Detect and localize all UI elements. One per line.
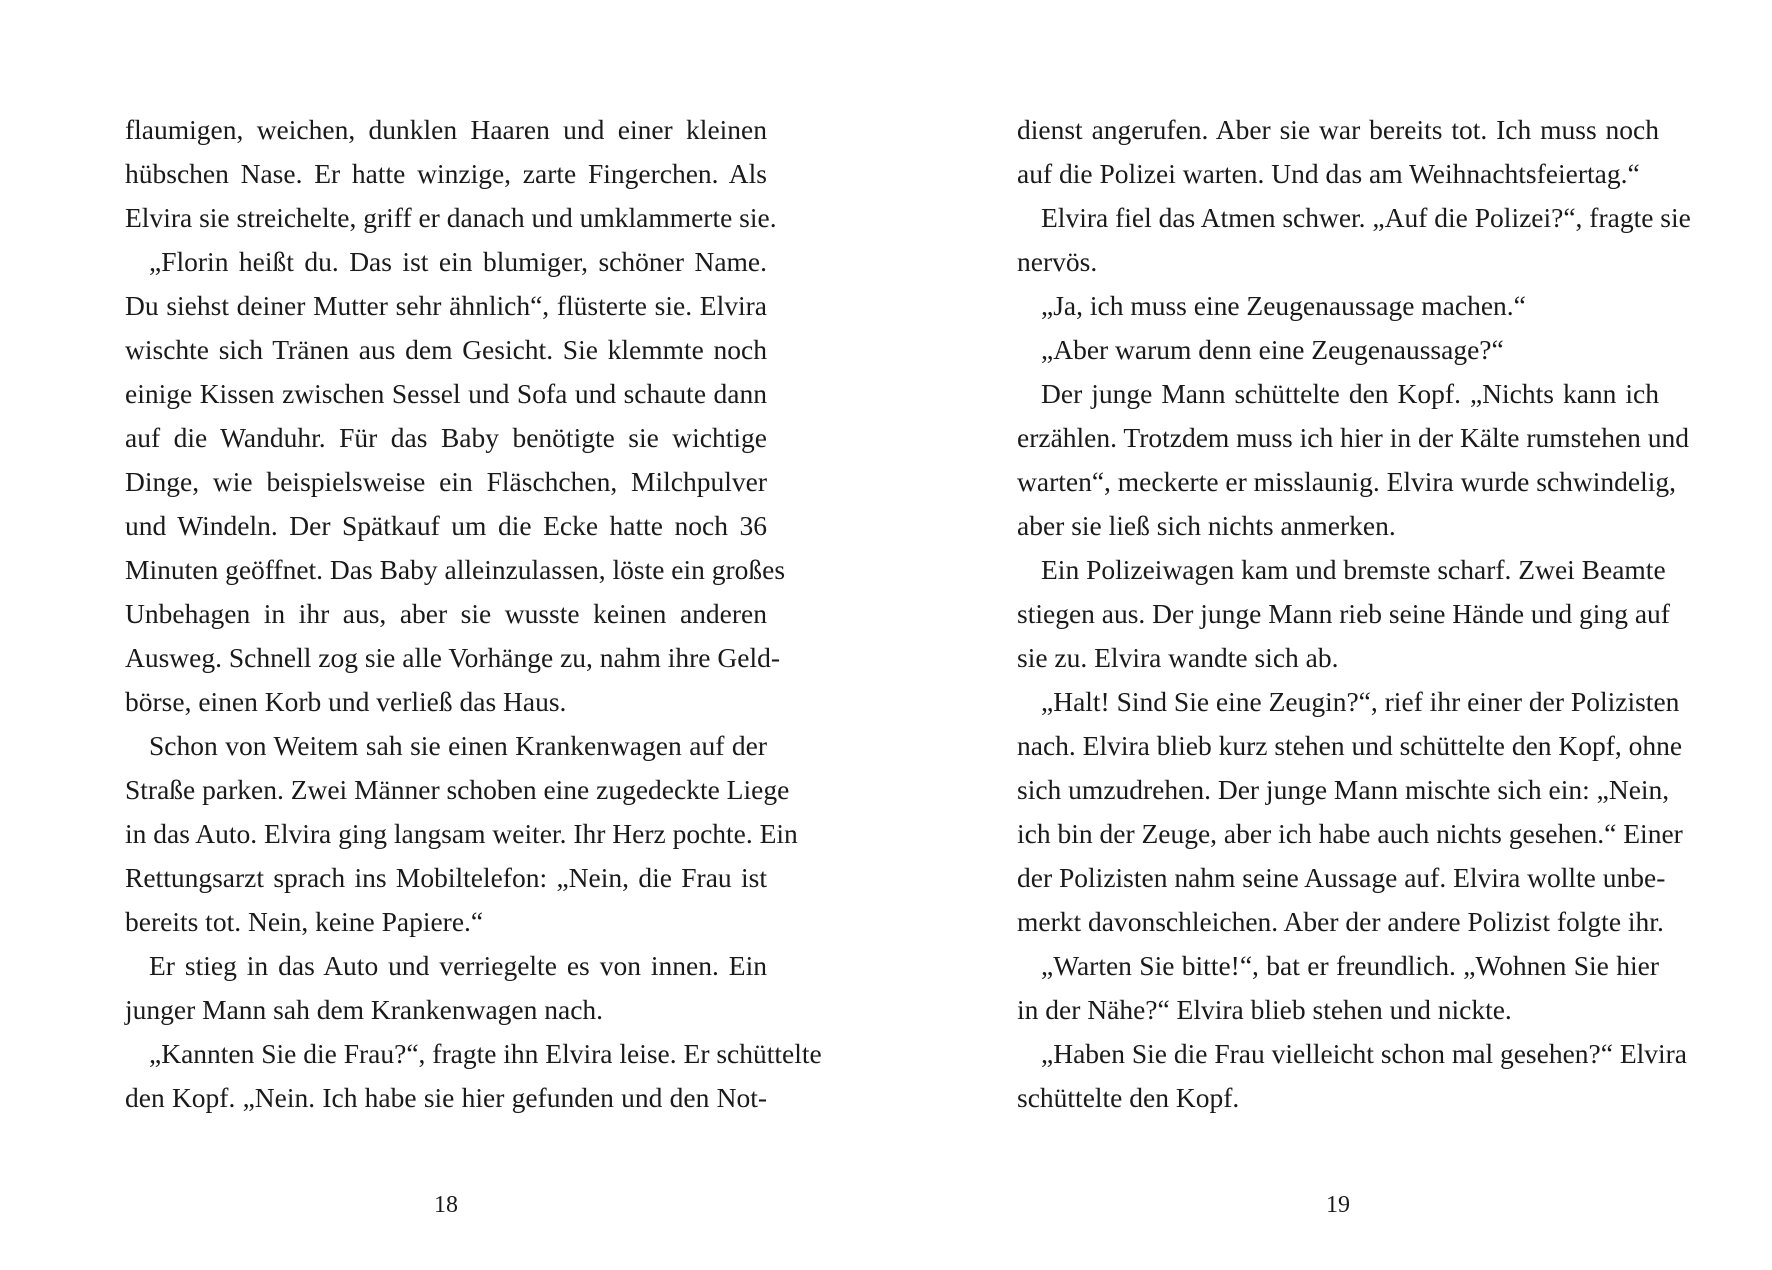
right-page bbox=[1017, 108, 1691, 1120]
text-line: Ein Polizeiwagen kam und bremste scharf. Zwei Beamte bbox=[1041, 554, 1666, 585]
text-line: merkt davonschleichen. Aber der andere Polizist folgte ihr. bbox=[1017, 906, 1664, 937]
text-line: hübschen Nase. Er hatte winzige, zarte Fingerchen. Als bbox=[125, 158, 767, 189]
text-line: in der Nähe?“ Elvira blieb stehen und nickte. bbox=[1017, 994, 1512, 1025]
text-line: und Windeln. Der Spätkauf um die Ecke hatte noch 36 bbox=[125, 510, 767, 541]
text-line: Dinge, wie beispielsweise ein Fläschchen, Milchpulver bbox=[125, 466, 767, 497]
text-line: den Kopf. „Nein. Ich habe sie hier gefunden und den Not- bbox=[125, 1082, 767, 1113]
right-page-text bbox=[1017, 108, 1691, 1120]
text-line: erzählen. Trotzdem muss ich hier in der Kälte rumstehen und bbox=[1017, 422, 1690, 453]
text-line: der Polizisten nahm seine Aussage auf. Elvira wollte unbe- bbox=[1017, 862, 1666, 893]
text-line: nach. Elvira blieb kurz stehen und schüttelte den Kopf, ohne bbox=[1017, 730, 1683, 761]
right-page-number: 19 bbox=[1326, 1192, 1350, 1218]
text-line: „Haben Sie die Frau vielleicht schon mal gesehen?“ Elvira bbox=[1041, 1038, 1688, 1069]
text-line: junger Mann sah dem Krankenwagen nach. bbox=[125, 994, 604, 1025]
text-line: Du siehst deiner Mutter sehr ähnlich“, flüsterte sie. Elvira bbox=[125, 290, 767, 321]
text-line: auf die Polizei warten. Und das am Weihnachtsfeiertag.“ bbox=[1017, 158, 1640, 189]
text-line: börse, einen Korb und verließ das Haus. bbox=[125, 686, 567, 717]
text-line: „Aber warum denn eine Zeugenaussage?“ bbox=[1041, 334, 1504, 365]
text-line: Minuten geöffnet. Das Baby alleinzulassen, löste ein großes bbox=[125, 554, 786, 585]
text-line: wischte sich Tränen aus dem Gesicht. Sie klemmte noch bbox=[125, 334, 767, 365]
text-line: nervös. bbox=[1017, 246, 1098, 277]
text-line: Der junge Mann schüttelte den Kopf. „Nichts kann ich bbox=[1041, 378, 1659, 409]
text-line: in das Auto. Elvira ging langsam weiter. Ihr Herz pochte. Ein bbox=[125, 818, 798, 849]
text-line: warten“, meckerte er misslaunig. Elvira wurde schwindelig, bbox=[1017, 466, 1677, 497]
text-line: Rettungsarzt sprach ins Mobiltelefon: „Nein, die Frau ist bbox=[125, 862, 767, 893]
text-line: Schon von Weitem sah sie einen Krankenwagen auf der bbox=[149, 730, 767, 761]
text-line: „Halt! Sind Sie eine Zeugin?“, rief ihr einer der Polizisten bbox=[1041, 686, 1680, 717]
left-page bbox=[125, 108, 822, 1120]
text-line: flaumigen, weichen, dunklen Haaren und einer kleinen bbox=[125, 114, 767, 145]
text-line: ich bin der Zeuge, aber ich habe auch nichts gesehen.“ Einer bbox=[1017, 818, 1683, 849]
text-line: Unbehagen in ihr aus, aber sie wusste keinen anderen bbox=[125, 598, 767, 629]
text-line: sich umzudrehen. Der junge Mann mischte sich ein: „Nein, bbox=[1017, 774, 1670, 805]
text-line: dienst angerufen. Aber sie war bereits tot. Ich muss noch bbox=[1017, 114, 1659, 145]
text-line: Elvira sie streichelte, griff er danach und umklammerte sie. bbox=[125, 202, 777, 233]
text-line: sie zu. Elvira wandte sich ab. bbox=[1017, 642, 1339, 673]
text-line: auf die Wanduhr. Für das Baby benötigte sie wichtige bbox=[125, 422, 767, 453]
text-line: bereits tot. Nein, keine Papiere.“ bbox=[125, 906, 484, 937]
text-line: Straße parken. Zwei Männer schoben eine zugedeckte Liege bbox=[125, 774, 790, 805]
text-line: „Kannten Sie die Frau?“, fragte ihn Elvira leise. Er schüttelte bbox=[149, 1038, 822, 1069]
text-line: einige Kissen zwischen Sessel und Sofa und schaute dann bbox=[125, 378, 767, 409]
left-page-text bbox=[125, 108, 822, 1120]
text-line: aber sie ließ sich nichts anmerken. bbox=[1017, 510, 1396, 541]
left-page-number: 18 bbox=[434, 1192, 458, 1218]
text-line: Ausweg. Schnell zog sie alle Vorhänge zu, nahm ihre Geld- bbox=[125, 642, 780, 673]
text-line: Er stieg in das Auto und verriegelte es von innen. Ein bbox=[149, 950, 767, 981]
text-line: „Ja, ich muss eine Zeugenaussage machen.“ bbox=[1041, 290, 1526, 321]
text-line: Elvira fiel das Atmen schwer. „Auf die Polizei?“, fragte sie bbox=[1041, 202, 1691, 233]
text-line: stiegen aus. Der junge Mann rieb seine Hände und ging auf bbox=[1017, 598, 1670, 629]
text-line: „Florin heißt du. Das ist ein blumiger, schöner Name. bbox=[149, 246, 767, 277]
text-line: schüttelte den Kopf. bbox=[1017, 1082, 1240, 1113]
text-line: „Warten Sie bitte!“, bat er freundlich. „Wohnen Sie hier bbox=[1041, 950, 1659, 981]
